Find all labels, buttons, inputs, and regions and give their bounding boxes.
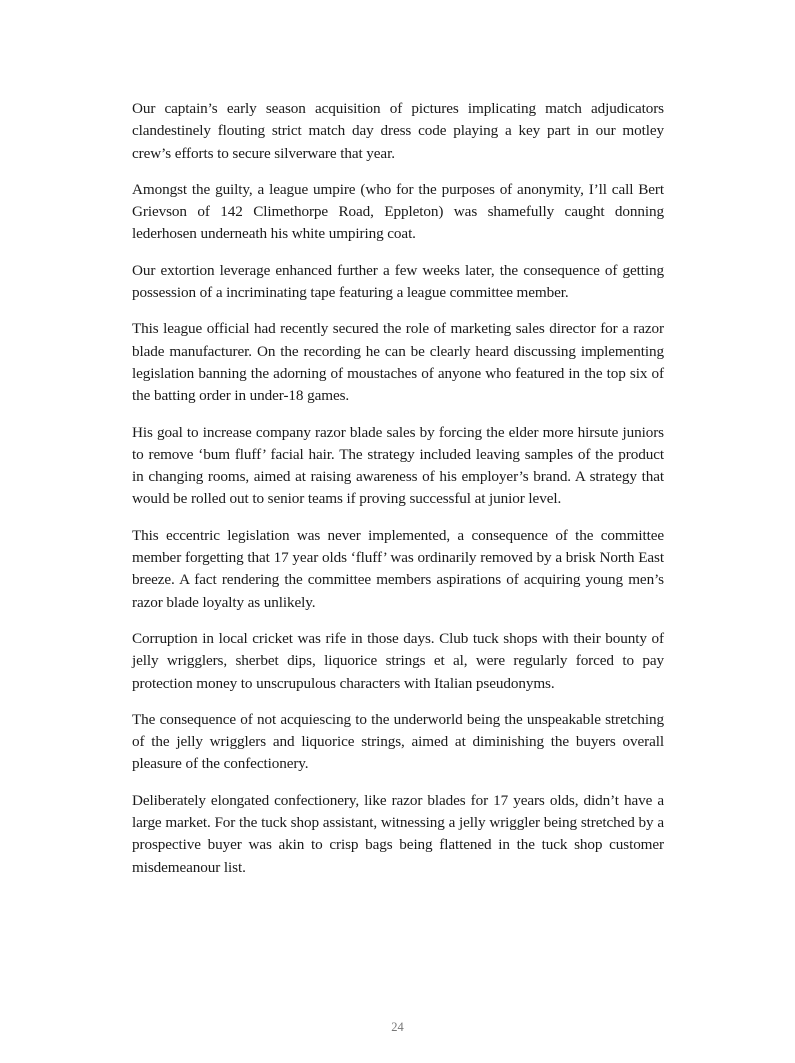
paragraph-4: This league official had recently secured the role of marketing sales director for a razor blade manufacturer. On the recording he can be clearly heard discussing implementing legislation banning the adorning of moustaches of anyone who featured in the top six of the batting order in under-18 games. [132,320,664,405]
paragraph-7: Corruption in local cricket was rife in those days. Club tuck shops with their bounty of jelly wrigglers, sherbet dips, liquorice strings et al, were regularly forced to pay protection money to unscrupulous characters with Italian pseudonyms. [132,629,664,692]
paragraph-2: Amongst the guilty, a league umpire (who for the purposes of anonymity, I’ll call Bert Grievson of 142 Climethorpe Road, Eppleton) was shamefully caught donning lederhosen underneath his white umpiring coat. [132,180,664,243]
page-body [132,98,664,893]
paragraph-3: Our extortion leverage enhanced further a few weeks later, the consequence of getting possession of a incriminating tape featuring a league committee member. [132,261,664,302]
paragraph-1: Our captain’s early season acquisition of pictures implicating match adjudicators clandestinely flouting strict match day dress code playing a key part in our motley crew’s efforts to secure silverware that year. [132,100,664,162]
paragraph-6: This eccentric legislation was never implemented, a consequence of the committee member forgetting that 17 year olds ‘fluff’ was ordinarily removed by a brisk North East breeze. A fact rendering the committee members aspirations of acquiring young men’s razor blade loyalty as unlikely. [132,526,664,611]
paragraph-5: His goal to increase company razor blade sales by forcing the elder more hirsute juniors to remove ‘bum fluff’ facial hair. The strategy included leaving samples of the product in changing rooms, aimed at raising awareness of his employer’s brand. A strategy that would be rolled out to senior teams if proving successful at junior level. [132,423,664,508]
paragraph-9: Deliberately elongated confectionery, like razor blades for 17 years olds, didn’t have a large market. For the tuck shop assistant, witnessing a jelly wriggler being stretched by a prospective buyer was akin to crisp bags being flattened in the tuck shop customer misdemeanour list. [132,791,664,876]
page-number: 24 [391,1020,404,1034]
paragraph-8: The consequence of not acquiescing to the underworld being the unspeakable stretching of the jelly wrigglers and liquorice strings, aimed at diminishing the buyers overall pleasure of the confectionery. [132,710,664,773]
